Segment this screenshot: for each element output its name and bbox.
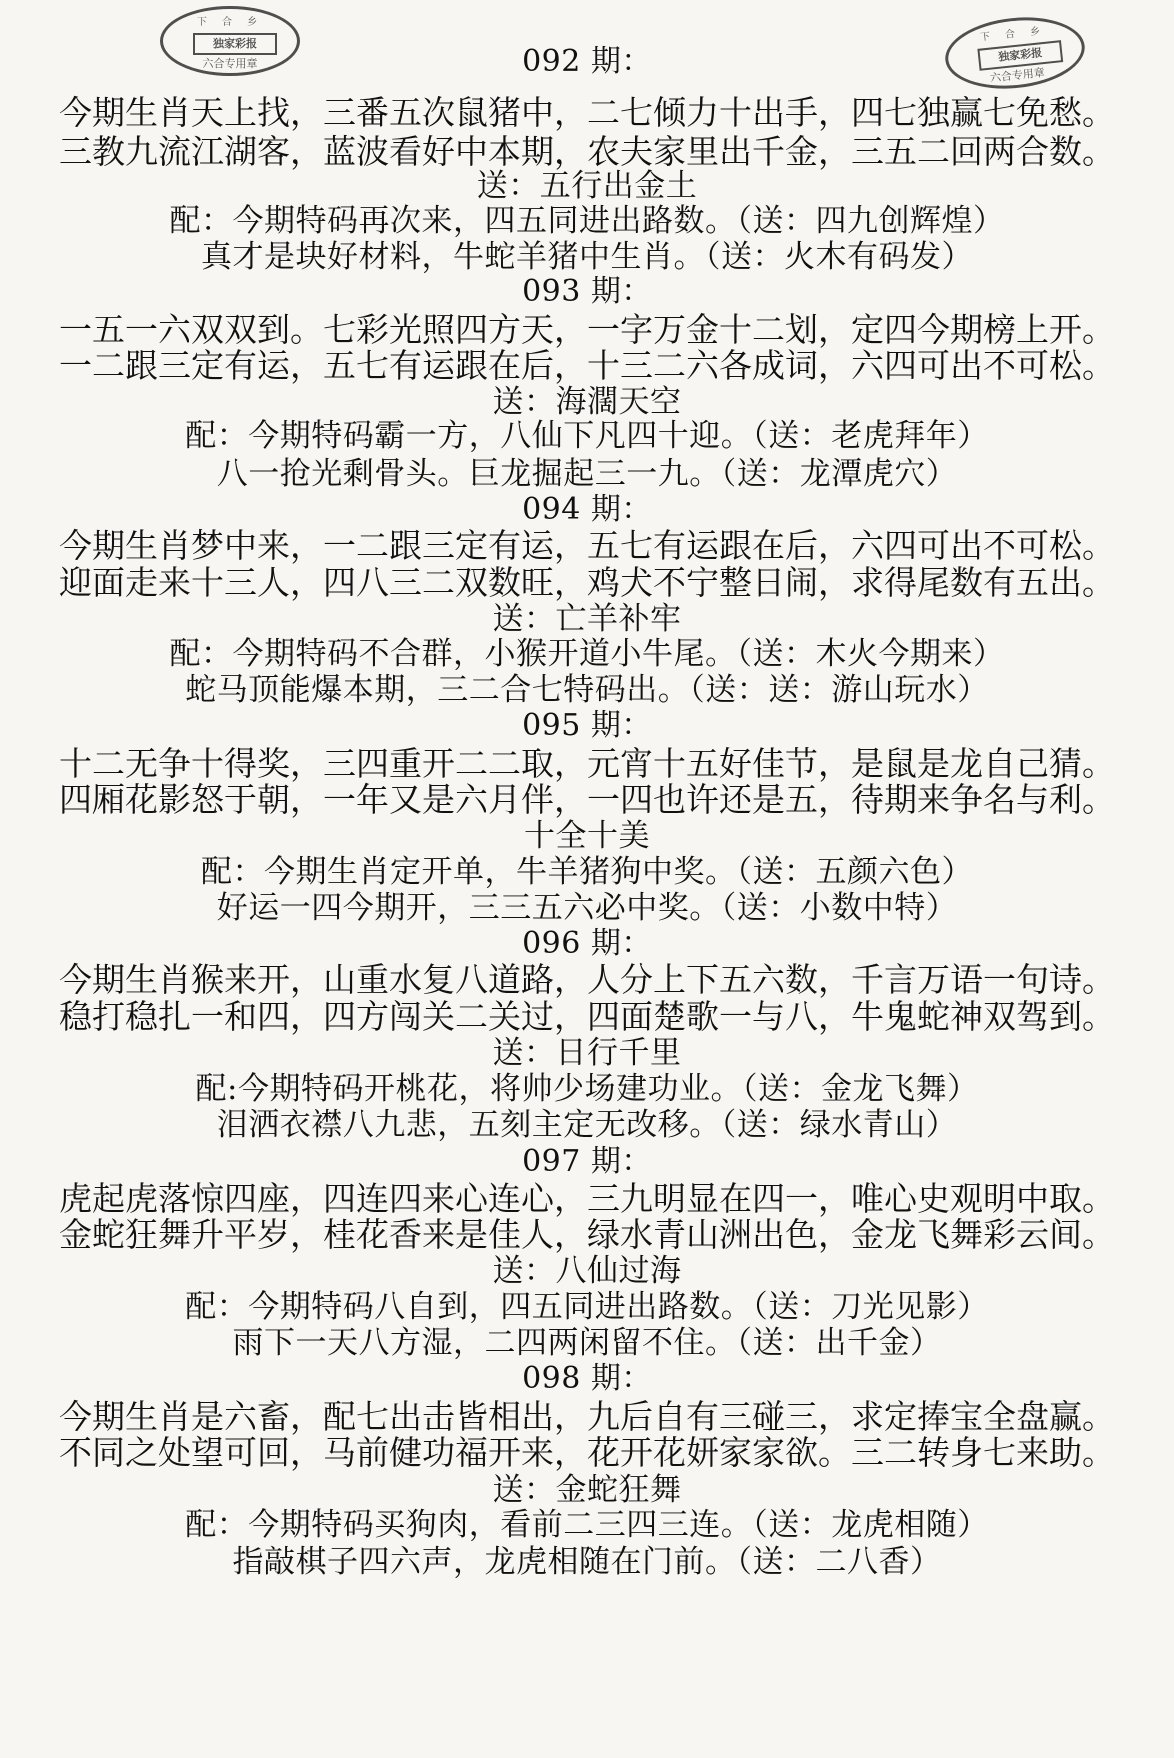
stamp-top-text: 下 合 乡 xyxy=(979,25,1047,44)
pair-line: 配：今期特码霸一方，八仙下凡四十迎。（送：老虎拜年） xyxy=(185,418,989,454)
period-heading: 093 期： xyxy=(522,274,652,309)
pair-line: 蛇马顶能爆本期，三二合七特码出。（送：送：游山玩水） xyxy=(185,672,989,708)
send-line: 送：海濶天空 xyxy=(492,384,682,420)
poem-line: 今期生肖是六畜，配七出击皆相出，九后自有三碰三，求定捧宝全盘赢。 xyxy=(59,1397,1115,1436)
period-heading: 095 期： xyxy=(522,708,652,743)
poem-line: 十二无争十得奖，三四重开二二取，元宵十五好佳节，是鼠是龙自己猜。 xyxy=(59,744,1115,783)
poem-line: 不同之处望可回，马前健功福开来，花开花妍家家欲。三二转身七来助。 xyxy=(59,1433,1115,1472)
stamp-bottom-text: 六合专用章 xyxy=(202,57,258,70)
poem-line: 迎面走来十三人，四八三二双数旺，鸡犬不宁整日闹，求得尾数有五出。 xyxy=(59,563,1115,602)
poem-line: 四厢花影怒于朝，一年又是六月伴，一四也许还是五，待期来争名与利。 xyxy=(59,780,1115,819)
send-line: 送：金蛇狂舞 xyxy=(492,1472,682,1508)
poem-line: 一二跟三定有运，五七有运跟在后，十三二六各成词，六四可出不可松。 xyxy=(59,346,1115,385)
poem-line: 今期生肖猴来开，山重水复八道路，人分上下五六数，千言万语一句诗。 xyxy=(59,960,1115,999)
stamp-top-text: 下 合 乡 xyxy=(196,17,264,28)
period-heading: 098 期： xyxy=(522,1361,652,1396)
stamp-bottom-text: 六合专用章 xyxy=(989,66,1046,85)
pair-line: 泪洒衣襟八九悲，五刻主定无改移。（送：绿水青山） xyxy=(216,1107,958,1143)
stamp-box-text: 独家彩报 xyxy=(193,33,277,55)
pair-line: 配：今期特码不合群，小猴开道小牛尾。（送：木火今期来） xyxy=(169,636,1005,672)
send-line: 送：八仙过海 xyxy=(492,1253,682,1289)
poem-line: 金蛇狂舞升平岁，桂花香来是佳人，绿水青山洲出色，金龙飞舞彩云间。 xyxy=(59,1215,1115,1254)
period-heading: 097 期： xyxy=(522,1144,652,1179)
send-line: 十全十美 xyxy=(524,818,650,854)
pair-line: 配:今期特码开桃花，将帅少场建功业。（送：金龙飞舞） xyxy=(195,1071,979,1107)
pair-line: 配：今期特码八自到，四五同进出路数。（送：刀光见影） xyxy=(185,1289,989,1325)
poem-line: 今期生肖天上找，三番五次鼠猪中，二七倾力十出手，四七独赢七免愁。 xyxy=(59,93,1115,132)
pair-line: 真才是块好材料，牛蛇羊猪中生肖。（送：火木有码发） xyxy=(201,239,973,275)
pair-line: 八一抢光剩骨头。巨龙掘起三一九。（送：龙潭虎穴） xyxy=(216,456,958,492)
send-line: 送：亡羊补牢 xyxy=(492,601,682,637)
poem-line: 一五一六双双到。七彩光照四方天，一字万金十二划，定四今期榜上开。 xyxy=(59,310,1115,349)
stamp-box-text: 独家彩报 xyxy=(977,40,1063,71)
poem-line: 三教九流江湖客，蓝波看好中本期，农夫家里出千金，三五二回两合数。 xyxy=(59,132,1115,171)
pair-line: 配：今期生肖定开单，牛羊猪狗中奖。（送：五颜六色） xyxy=(201,854,973,890)
pair-line: 配：今期特码买狗肉，看前二三四三连。（送：龙虎相随） xyxy=(185,1507,989,1543)
period-heading: 094 期： xyxy=(522,492,652,527)
pair-line: 配：今期特码再次来，四五同进出路数。（送：四九创辉煌） xyxy=(169,203,1005,239)
period-heading: 092 期： xyxy=(522,44,652,79)
pair-line: 雨下一天八方湿，二四两闲留不住。（送：出千金） xyxy=(232,1325,942,1361)
send-line: 送：日行千里 xyxy=(492,1035,682,1071)
poem-line: 今期生肖梦中来，一二跟三定有运，五七有运跟在后，六四可出不可松。 xyxy=(59,526,1115,565)
poem-line: 虎起虎落惊四座，四连四来心连心，三九明显在四一，唯心史观明中取。 xyxy=(59,1179,1115,1218)
pair-line: 指敲棋子四六声，龙虎相随在门前。（送：二八香） xyxy=(232,1544,942,1580)
send-line: 送：五行出金土 xyxy=(476,168,698,204)
period-heading: 096 期： xyxy=(522,926,652,961)
pair-line: 好运一四今期开，三三五六必中奖。（送：小数中特） xyxy=(216,890,958,926)
poem-line: 稳打稳扎一和四，四方闯关二关过，四面楚歌一与八，牛鬼蛇神双驾到。 xyxy=(59,997,1115,1036)
